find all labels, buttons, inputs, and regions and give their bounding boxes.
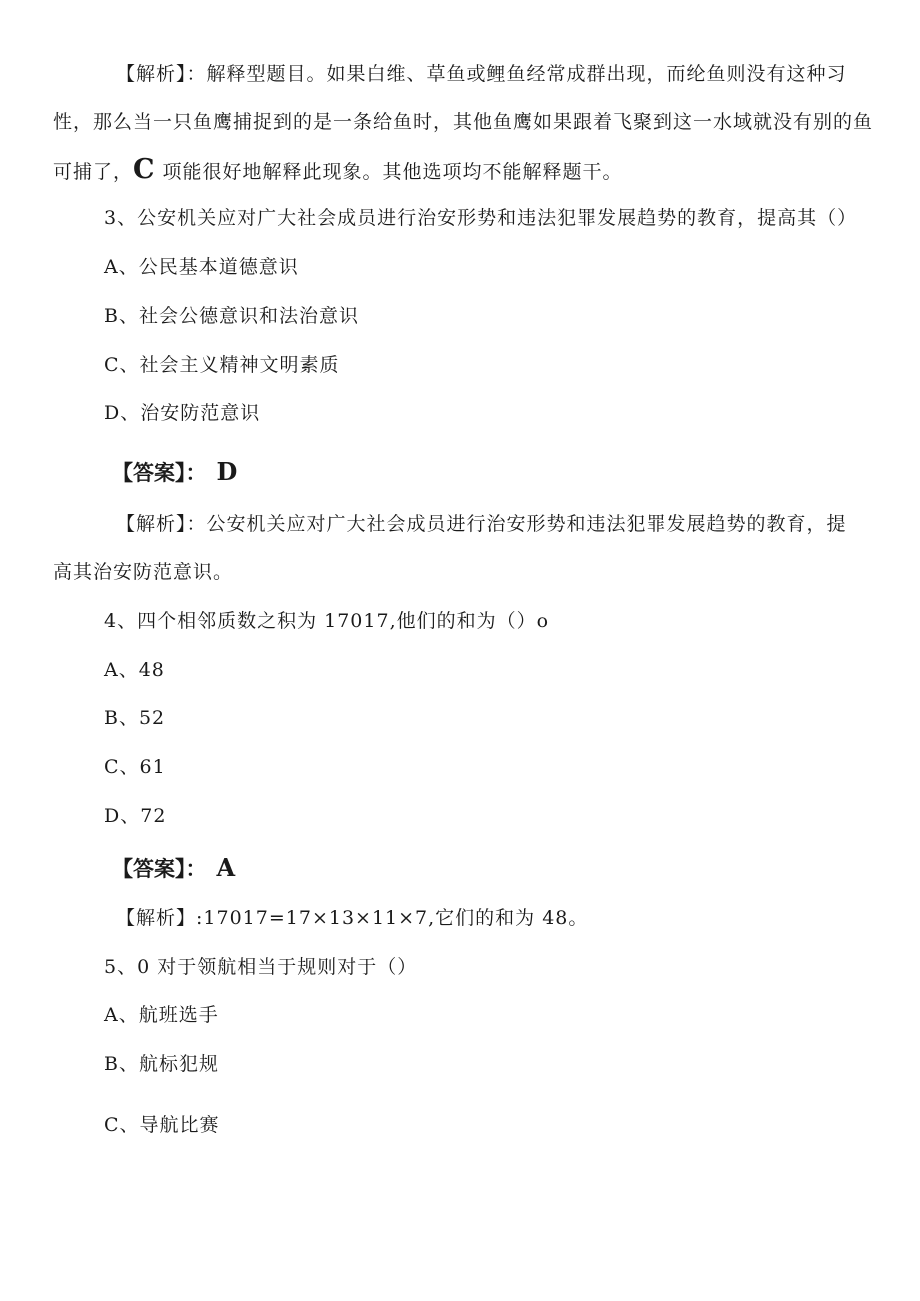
q2-explanation-line-3-post: 项能很好地解释此现象。其他选项均不能解释题干。 bbox=[155, 161, 623, 183]
q3-stem: 3、公安机关应对广大社会成员进行治安形势和违法犯罪发展趋势的教育，提高其（） bbox=[104, 207, 858, 229]
q3-explanation-line-1: 【解析】：公安机关应对广大社会成员进行治安形势和违法犯罪发展趋势的教育，提 bbox=[116, 513, 847, 535]
q3-option-d: D、治安防范意识 bbox=[104, 402, 261, 424]
q5-option-b: B、航标犯规 bbox=[104, 1053, 219, 1075]
q4-explanation: 【解析】:17017=17×13×11×7,它们的和为 48。 bbox=[116, 907, 589, 929]
q2-explanation-line-3 bbox=[53, 154, 623, 185]
q3-option-c: C、社会主义精神文明素质 bbox=[104, 354, 340, 376]
q4-answer-value: A bbox=[216, 853, 236, 882]
q3-answer bbox=[112, 457, 238, 486]
q4-answer-label: 【答案】： bbox=[112, 857, 207, 881]
q3-explanation-line-2: 高其治安防范意识。 bbox=[53, 561, 234, 583]
q4-stem: 4、四个相邻质数之积为 17017,他们的和为（）o bbox=[104, 610, 550, 632]
q3-answer-label: 【答案】： bbox=[112, 461, 207, 485]
q4-option-b: B、52 bbox=[104, 707, 166, 729]
q5-stem: 5、0 对于领航相当于规则对于（） bbox=[104, 956, 418, 978]
q3-answer-value: D bbox=[216, 457, 238, 486]
q4-option-d: D、72 bbox=[104, 805, 167, 827]
q2-explanation-answer-letter: C bbox=[133, 154, 156, 185]
q5-option-a: A、航班选手 bbox=[104, 1004, 219, 1026]
q4-answer bbox=[112, 853, 236, 882]
q5-option-c: C、导航比赛 bbox=[104, 1114, 220, 1136]
q2-explanation-line-2: 性，那么当一只鱼鹰捕捉到的是一条给鱼时，其他鱼鹰如果跟着飞聚到这一水域就没有别的鱼 bbox=[53, 111, 874, 133]
q4-option-a: A、48 bbox=[104, 659, 165, 681]
q3-option-a: A、公民基本道德意识 bbox=[104, 256, 299, 278]
q2-explanation-line-1: 【解析】：解释型题目。如果白维、草鱼或鲤鱼经常成群出现，而纶鱼则没有这种习 bbox=[116, 63, 847, 85]
q2-explanation-line-3-pre: 可捕了， bbox=[53, 161, 134, 183]
q3-option-b: B、社会公德意识和法治意识 bbox=[104, 305, 359, 327]
q4-option-c: C、61 bbox=[104, 756, 166, 778]
